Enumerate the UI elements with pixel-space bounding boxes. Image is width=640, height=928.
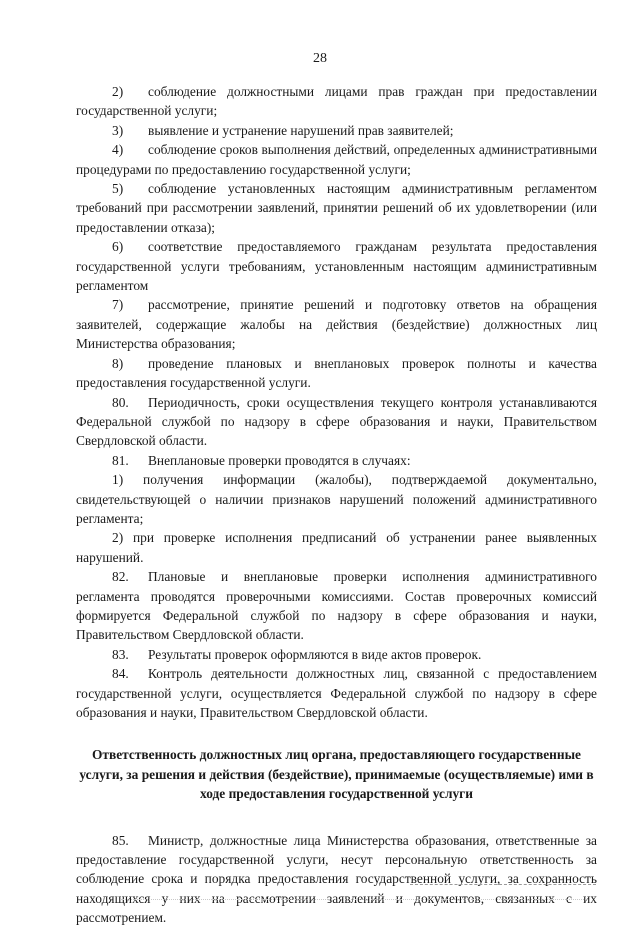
paragraph: [76, 567, 597, 645]
paragraph-number: 80.: [112, 394, 129, 410]
paragraph: [76, 831, 597, 928]
section-heading: Ответственность должностных лиц органа, предоставляющего государственные услуги, за решения и действия (бездействие), принимаемые (осуществляемые) ими в ходе предоставления государственной услуги: [79, 747, 594, 802]
paragraph-number: 8): [112, 355, 124, 371]
paragraph-number: 2): [112, 84, 124, 99]
paragraph-number: 81.: [112, 452, 129, 468]
paragraph-number: 84.: [112, 666, 129, 682]
paragraph-number: 6): [112, 239, 124, 255]
paragraph: [76, 645, 597, 664]
paragraph-text: соблюдение сроков выполнения действий, определенных административными процедурами по предоставлению государственной услуги;: [76, 142, 597, 177]
paragraph-number: 7): [112, 297, 124, 313]
paragraph-number: 82.: [112, 569, 129, 585]
paragraph-text: выявление и устранение нарушений прав заявителей;: [148, 122, 454, 138]
paragraph-text: рассмотрение, принятие решений и подготовку ответов на обращения заявителей, содержащие жалобы на действия (бездействие) должностных лиц Министерства образования;: [76, 297, 597, 352]
paragraph-text: Министр, должностные лица Министерства образования, ответственные за предоставление государственной услуги, несут персональную ответственность за соблюдение срока и порядка предоставления государственной услуги, за сохранность находящихся у них на рассмотрении заявлений и документов, связанных с их рассмотрением.: [76, 832, 597, 926]
paragraph-number: 4): [112, 142, 124, 158]
document-body: [76, 82, 597, 928]
paragraph: [76, 82, 597, 121]
page-number: 28: [313, 51, 327, 66]
paragraph-text: Контроль деятельности должностных лиц, связанной с предоставлением государственной услуги, осуществляется Федеральной службой по надзору в сфере образования и науки, Правительством Свердловской области.: [76, 666, 597, 720]
paragraph: [76, 664, 597, 722]
paragraph: [76, 295, 597, 353]
paragraph: [76, 451, 597, 470]
paragraph: [76, 121, 597, 140]
paragraph-text: 2) при проверке исполнения предписаний об устранении ранее выявленных нарушений.: [76, 530, 597, 565]
paragraph-text: Внеплановые проверки проводятся в случаях:: [148, 452, 411, 468]
paragraph-number: 3): [112, 122, 124, 138]
footer-scan-line: [120, 899, 590, 900]
paragraphs-before: [76, 82, 597, 722]
paragraph: [76, 237, 597, 295]
paragraph-number: 85.: [112, 832, 129, 848]
paragraph-text: соответствие предоставляемого гражданам результата предоставления государственной услуги требованиям, установленным настоящим административным регламентом: [76, 239, 597, 294]
paragraph: [76, 528, 597, 567]
paragraph-text: соблюдение установленных настоящим административным регламентом требований при рассмотрении заявлений, принятии решений об их удовлетворении (или предоставлении отказа);: [76, 181, 597, 235]
footer-rule: [410, 884, 596, 885]
paragraph-text: Плановые и внеплановые проверки исполнения административного регламента проводятся проверочными комиссиями. Состав проверочных комиссий формируется Федеральной службой по надзору в сфере образования и науки, Правительством Свердловской области.: [76, 569, 597, 643]
paragraph: [76, 179, 597, 237]
paragraph: [76, 354, 597, 393]
paragraph-number: 5): [112, 181, 124, 197]
paragraph: [76, 140, 597, 179]
paragraph-text: проведение плановых и внеплановых проверок полноты и качества предоставления государственной услуги.: [76, 355, 597, 391]
paragraph-text: 1) получения информации (жалобы), подтверждаемой документально, свидетельствующей о наличии признаков нарушений положений административного регламента;: [76, 472, 597, 526]
paragraph-number: 83.: [112, 646, 129, 662]
paragraph-text: соблюдение должностными лицами прав граждан при предоставлении государственной услуги;: [76, 84, 597, 119]
paragraph-text: Результаты проверок оформляются в виде актов проверок.: [148, 646, 482, 662]
paragraph-text: Периодичность, сроки осуществления текущего контроля устанавливаются Федеральной службой по надзору в сфере образования и науки, Правительством Свердловской области.: [76, 394, 597, 449]
paragraph: [76, 470, 597, 528]
paragraph: [76, 393, 597, 451]
paragraphs-after: [76, 831, 597, 928]
